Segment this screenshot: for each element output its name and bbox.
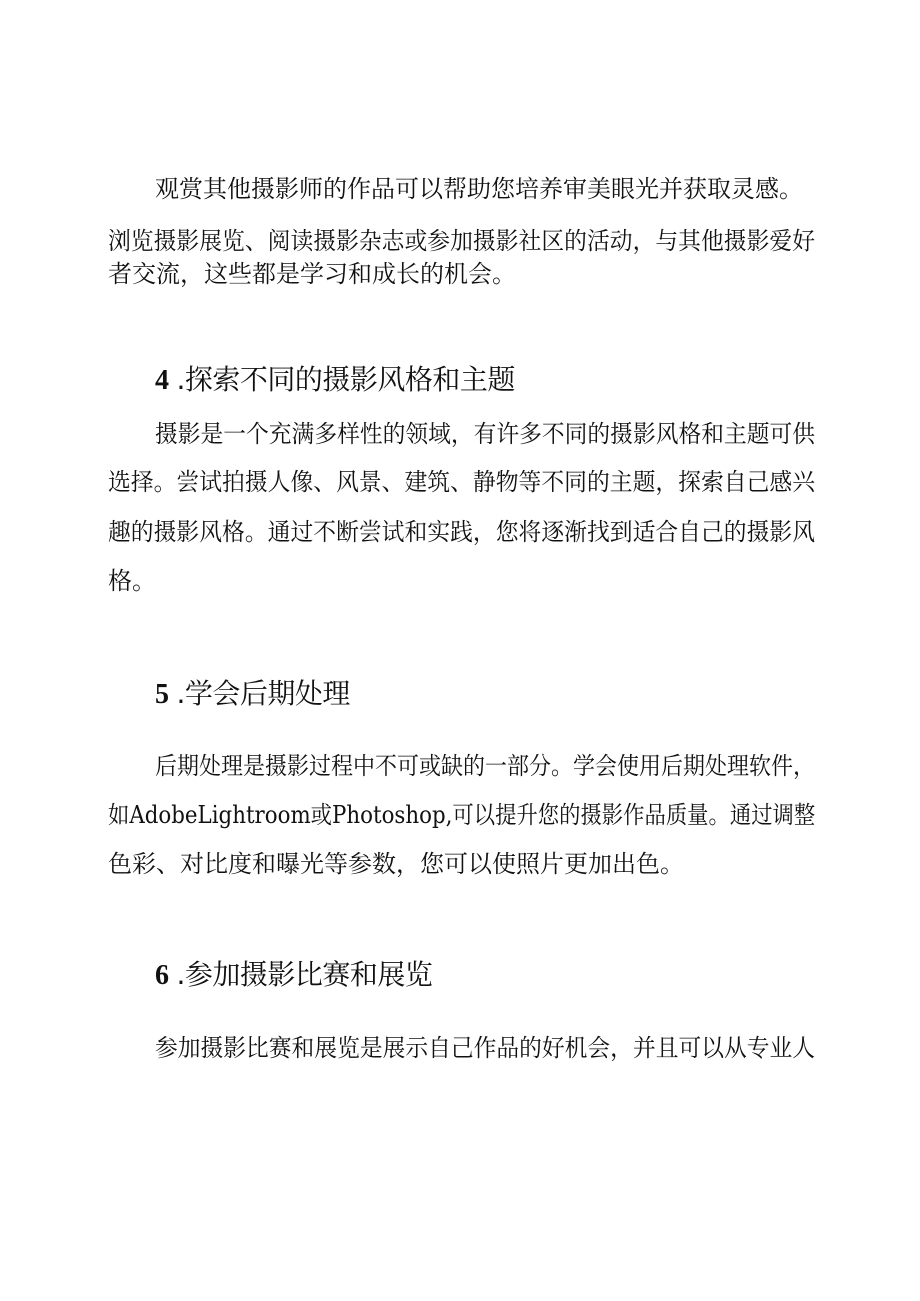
section-5-line-2: 如AdobeLightroom或Photoshop,可以提升您的摄影作品质量。通过调整 xyxy=(108,801,816,829)
section-4-heading xyxy=(155,362,515,399)
section-5-title: .学会后期处理 xyxy=(176,677,350,710)
section-6-heading xyxy=(155,957,432,994)
section-4-title: .探索不同的摄影风格和主题 xyxy=(176,363,515,396)
section-5-line-1: 后期处理是摄影过程中不可或缺的一部分。学会使用后期处理软件， xyxy=(155,752,816,780)
section-5-number: 5 xyxy=(155,679,169,710)
section-4-number: 4 xyxy=(155,365,169,396)
section-4-line-2: 选择。尝试拍摄人像、风景、建筑、静物等不同的主题，探索自己感兴 xyxy=(108,468,816,496)
section-6-title: .参加摄影比赛和展览 xyxy=(176,958,433,991)
intro-line-1: 观赏其他摄影师的作品可以帮助您培养审美眼光并获取灵感。 xyxy=(155,175,803,203)
section-4-line-1: 摄影是一个充满多样性的领域，有许多不同的摄影风格和主题可供 xyxy=(155,420,816,448)
section-6-number: 6 xyxy=(155,960,169,991)
section-4-line-4: 格。 xyxy=(108,567,156,595)
section-6-line-1: 参加摄影比赛和展览是展示自己作品的好机会，并且可以从专业人 xyxy=(155,1034,816,1062)
section-5-heading xyxy=(155,676,350,713)
intro-line-3: 者交流，这些都是学习和成长的机会。 xyxy=(108,260,516,288)
section-4-line-3: 趣的摄影风格。通过不断尝试和实践，您将逐渐找到适合自己的摄影风 xyxy=(108,518,816,546)
intro-line-2: 浏览摄影展览、阅读摄影杂志或参加摄影社区的活动，与其他摄影爱好 xyxy=(108,227,816,255)
section-5-line-3: 色彩、对比度和曝光等参数，您可以使照片更加出色。 xyxy=(108,850,684,878)
